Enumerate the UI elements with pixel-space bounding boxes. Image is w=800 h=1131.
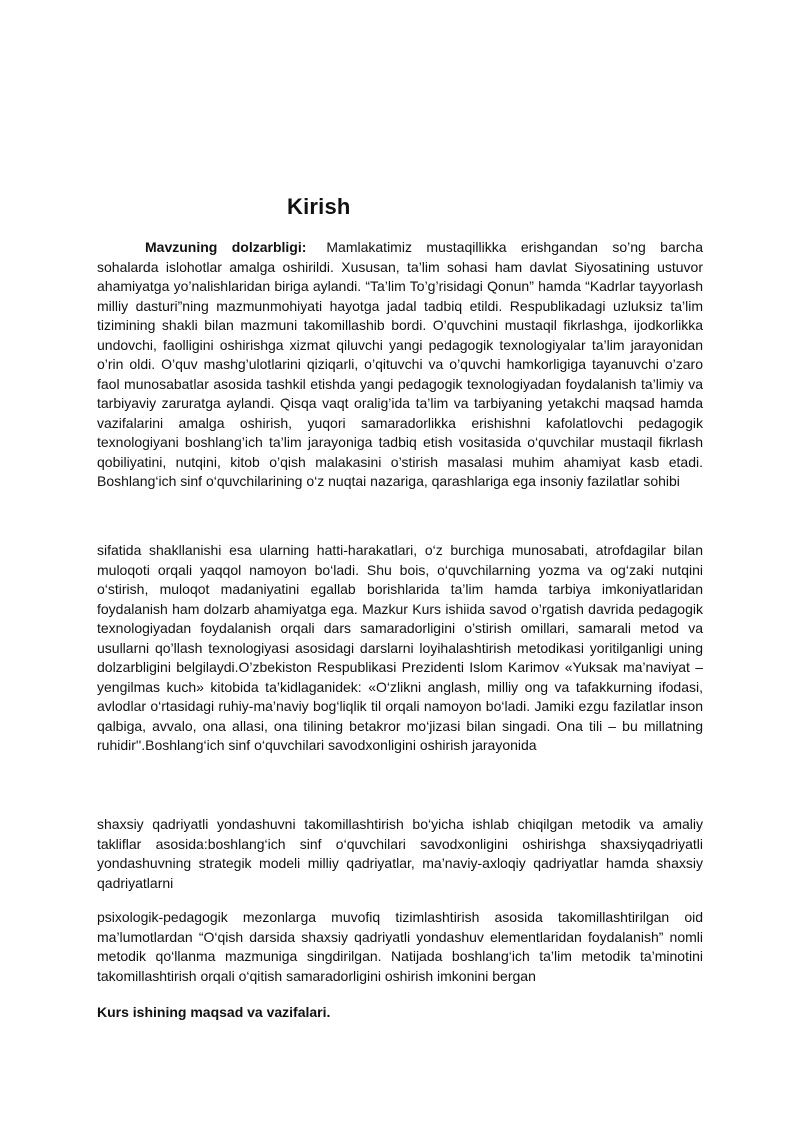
page-title: Kirish [287, 194, 351, 219]
paragraph-relevance [97, 238, 703, 492]
paragraph: sifatida shakllanishi esa ularning hatti-harakatlari, o‘z burchiga munosabati, atrofdagilar bilan muloqoti orqali yaqqol namoyon bo‘ladi. Shu bois, o‘quvchilarning yozma va og‘zaki nutqini o‘stirish, muloqot madaniyatini egallab borishlarida ta’lim hamda tarbiya imkoniyatlaridan foydalanish ham dolzarb ahamiyatga ega. Mazkur Kurs ishiida savod o’rgatish davrida pedagogik texnologiyadan foydalanish orqali dars samaradorligini o’stirish omillari, samarali metod va usullarni qo’llash texnologiyasi asosidagi darslarni loyihalashtirish metodikasi yoritilganligi uning dolzarbligini belgilaydi.O’zbekiston Respublikasi Prezidenti Islom Karimov «Yuksak ma’naviyat –yengilmas kuch» kitobida ta’kidlaganidek: «O‘zlikni anglash, milliy ong va tafakkurning ifodasi, avlodlar o‘rtasidagi ruhiy-ma’naviy bog‘liqlik til orqali namoyon bo‘ladi. Jamiki ezgu fazilatlar inson qalbiga, avvalo, ona allasi, ona tilining betakror mo‘jizasi bilan singadi. Ona tili – bu millatning ruhidir''.Boshlang‘ich sinf o‘quvchilari savodxonligini oshirish jarayonida [97, 542, 703, 753]
paragraph: shaxsiy qadriyatli yondashuvni takomillashtirish bo‘yicha ishlab chiqilgan metodik va amaliy takliflar asosida:boshlang‘ich sinf o‘quvchilari savodxonligini oshirishga shaxsiyqadriyatli yondashuvning strategik modeli milliy qadriyatlar, ma’naviy-axloqiy qadriyatlar hamda shaxsiy qadriyatlarni [97, 816, 703, 891]
paragraph: psixologik-pedagogik mezonlarga muvofiq tizimlashtirish asosida takomillashtirilgan oid ma’lumotlardan “O‘qish darsida shaxsiy qadriyatli yondashuv elementlaridan foydalanish” nomli metodik qo‘llanma mazmuniga singdirilgan. Natijada boshlang‘ich ta’lim metodik ta’minotini takomillashtirish orqali o‘qitish samaradorligini oshirish imkonini bergan [97, 909, 703, 984]
paragraph-text: Mamlakatimiz mustaqillikka erishgandan so’ng barcha sohalarda islohotlar amalga oshirildi. Xususan, ta’lim sohasi ham davlat Siyosatining ustuvor ahamiyatga yo’nalishlaridan biriga aylandi. “Ta’lim To’g’risidagi Qonun” hamda “Kadrlar tayyorlash milliy dasturi”ning mazmunmohiyati hayotga jadal tadbiq etildi. Respublikadagi uzluksiz ta’lim tizimining shakli bilan mazmuni takomillashib bordi. O’quvchini mustaqil fikrlashga, ijodkorlikka undovchi, faolligini oshirishga xizmat qiluvchi yangi pedagogik texnologiyalar ta’lim jarayonidan o’rin oldi. O’quv mashg’ulotlarini qiziqarli, o’qituvchi va o’quvchi hamkorligiga tayanuvchi o’zaro faol munosabatlar asosida tashkil etishda yangi pedagogik texnologiyadan foydalanish ta’limiy va tarbiyaviy zaruratga aylandi. Qisqa vaqt oralig’ida ta’lim va tarbiyaning yetakchi maqsad hamda vazifalarini amalga oshirish, yuqori samaradorlikka erishishni kafolatlovchi pedagogik texnologiyani boshlang’ich ta’lim jarayoniga tadbiq etish vositasida o‘quvchilar mustaqil fikrlash qobiliyatini, nutqini, kitob o’qish malakasini o’stirish masalasi muhim ahamiyat kasb etadi. Boshlang‘ich sinf o‘quvchilarining o‘z nuqtai nazariga, qarashlariga ega insoniy fazilatlar sohibi [97, 239, 703, 489]
section-heading: Kurs ishining maqsad va vazifalari. [97, 1004, 331, 1020]
paragraph-lead: Mavzuning dolzarbligi: [145, 239, 307, 255]
